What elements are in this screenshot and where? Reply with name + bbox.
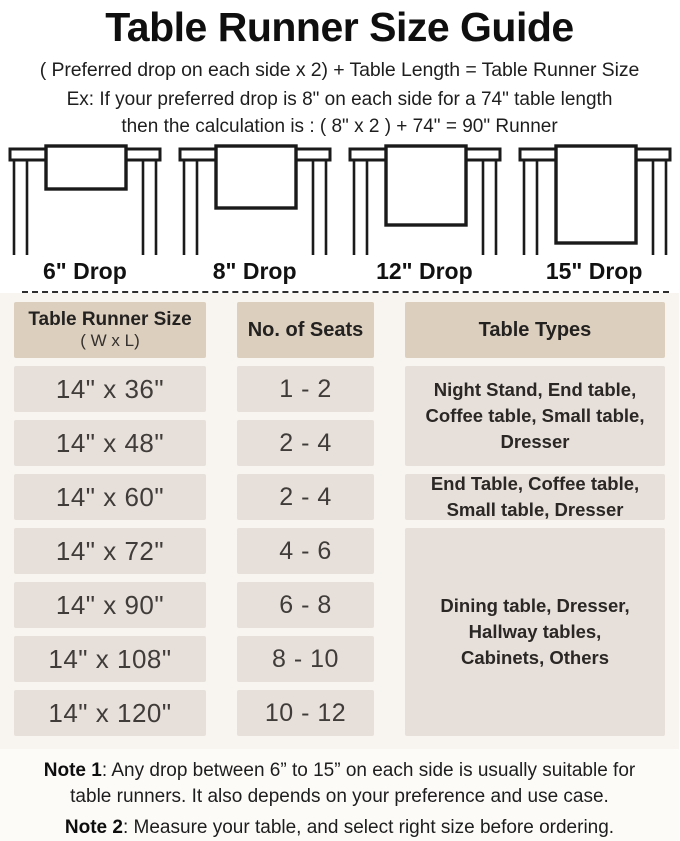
column-header-seats: No. of Seats — [237, 302, 374, 358]
table-types-group-3: Dining table, Dresser, Hallway tables, Cabinets, Others — [405, 528, 665, 736]
drop-label-8: 8" Drop — [212, 258, 297, 285]
note-1: Note 1: Any drop between 6” to 15” on each side is usually suitable for table runners. It also depends on your preference and use case. — [43, 760, 636, 807]
table-row-seats: 2 - 4 — [237, 420, 374, 466]
table-row-seats: 4 - 6 — [237, 528, 374, 574]
table-diagram-8-drop — [170, 144, 340, 256]
table-row-size: 14" x 108" — [14, 636, 206, 682]
note-2: Note 2: Measure your table, and select right size before ordering. — [64, 816, 615, 838]
example-line-2: then the calculation is : ( 8" x 2 ) + 74" = 90" Runner — [121, 116, 558, 138]
table-row-seats: 1 - 2 — [237, 366, 374, 412]
table-row-size: 14" x 72" — [14, 528, 206, 574]
table-row-size: 14" x 36" — [14, 366, 206, 412]
table-row-seats: 10 - 12 — [237, 690, 374, 736]
table-row-size: 14" x 120" — [14, 690, 206, 736]
drop-labels — [0, 258, 679, 285]
table-row-size: 14" x 90" — [14, 582, 206, 628]
size-guide-table-section — [0, 293, 679, 749]
column-header-table-types: Table Types — [405, 302, 665, 358]
table-diagram-6-drop — [0, 144, 170, 256]
example-line-1: Ex: If your preferred drop is 8" on each side for a 74" table length — [66, 89, 613, 111]
formula-text: ( Preferred drop on each side x 2) + Table Length = Table Runner Size — [39, 59, 640, 82]
table-with-runner-icon — [170, 144, 340, 256]
size-guide-table — [14, 302, 665, 736]
table-row-seats: 2 - 4 — [237, 474, 374, 520]
table-illustrations — [0, 144, 679, 256]
drop-label-15: 15" Drop — [545, 258, 643, 285]
notes-section — [0, 749, 679, 840]
table-row-seats: 6 - 8 — [237, 582, 374, 628]
table-types-group-2: End Table, Coffee table, Small table, Dresser — [405, 474, 665, 520]
runner-size-header-subtitle: ( W x L) — [80, 330, 140, 350]
runner-size-header-title: Table Runner Size — [28, 308, 192, 330]
table-diagram-15-drop — [510, 144, 680, 256]
table-with-runner-icon — [340, 144, 510, 256]
table-diagram-12-drop — [340, 144, 510, 256]
drop-label-12: 12" Drop — [376, 258, 473, 285]
table-row-size: 14" x 48" — [14, 420, 206, 466]
column-header-runner-size — [14, 302, 206, 358]
table-with-runner-icon — [510, 144, 680, 256]
table-row-seats: 8 - 10 — [237, 636, 374, 682]
note-2-label: Note 2 — [64, 816, 123, 838]
table-row-size: 14" x 60" — [14, 474, 206, 520]
drop-label-6: 6" Drop — [43, 258, 127, 285]
guide-top-section — [0, 0, 679, 293]
note-1-label: Note 1 — [43, 760, 102, 782]
table-with-runner-icon — [0, 144, 170, 256]
page-title: Table Runner Size Guide — [105, 4, 574, 50]
table-types-group-1: Night Stand, End table, Coffee table, Small table, Dresser — [405, 366, 665, 466]
